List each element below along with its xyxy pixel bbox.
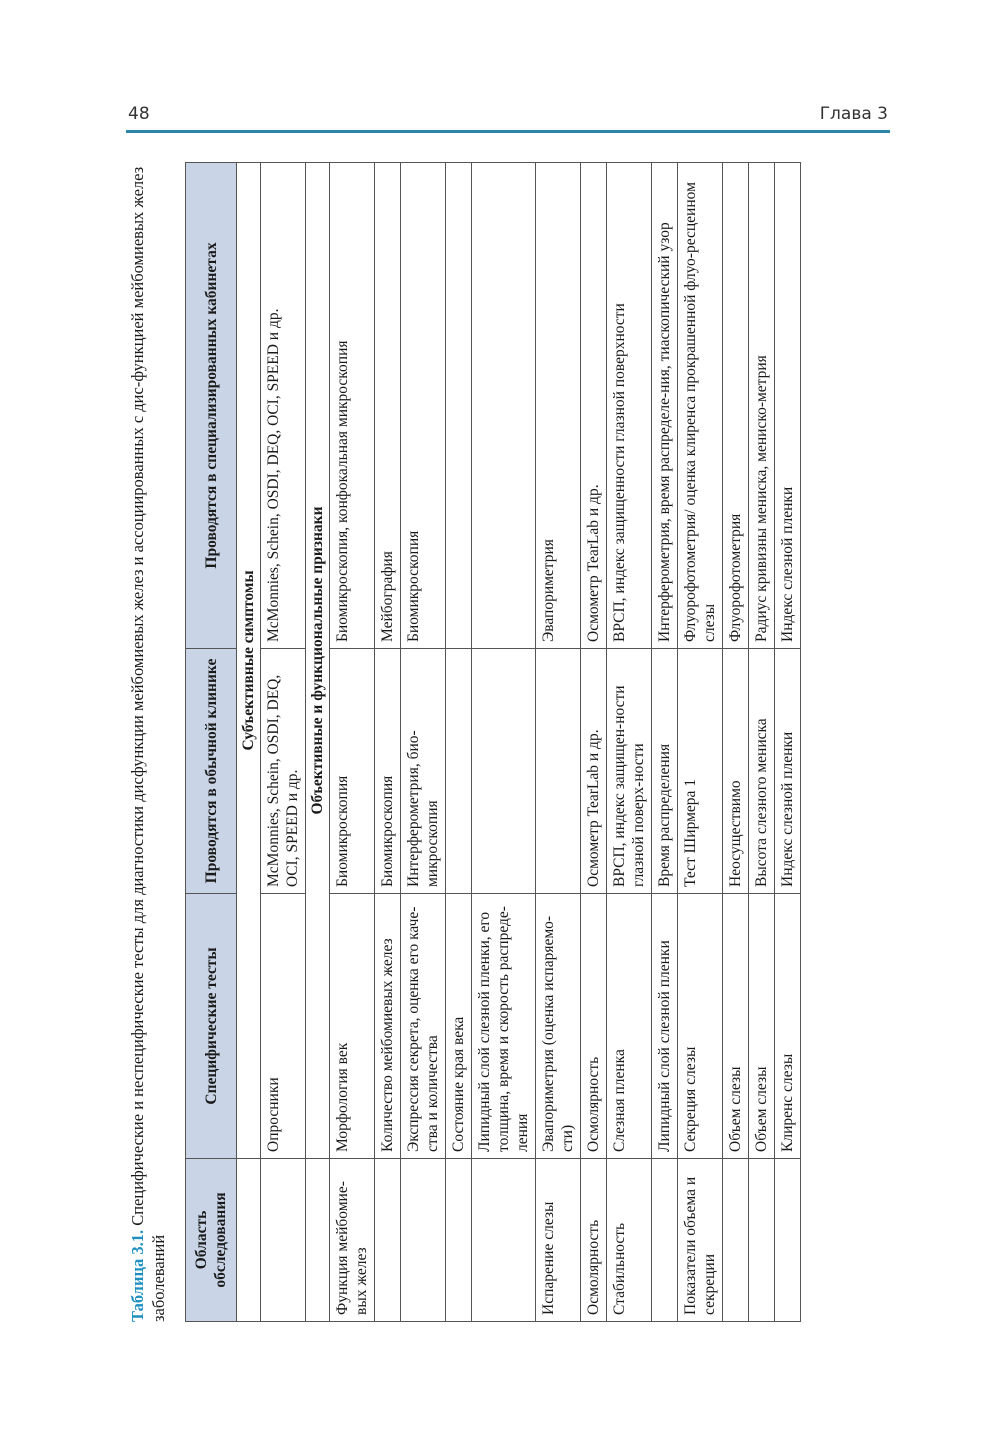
table-cell: Мейбография [375,163,401,649]
table-cell: ВРСП, индекс защищен-ности глазной поверх-ности [607,649,652,894]
table-cell [375,1159,401,1322]
table-cell [536,649,581,894]
table-cell: Флуорофотометрия/ оценка клиренса прокрашенной флуо-ресцеином слезы [678,163,723,649]
table-cell: Опросники [261,894,306,1159]
table-caption [127,162,169,1322]
caption-label: Таблица 3.1. [128,1229,147,1322]
table-cell: Липидный слой слезной пленки [652,894,678,1159]
column-header: Область обследования [186,1159,237,1322]
table-cell [652,1159,678,1322]
table-cell: Радиус кривизны мениска, мениско-метрия [749,163,775,649]
section-row [237,163,261,1322]
table-row [536,163,581,1322]
table-cell: McMonnies, Schein, OSDI, DEQ, OCI, SPEED и др. [261,163,306,649]
table-row [261,163,306,1322]
table-row [472,163,536,1322]
table-cell: Биомикроскопия [375,649,401,894]
table-cell: ВРСП, индекс защищенности глазной поверхности [607,163,652,649]
table-cell: Биомикроскопия [330,649,375,894]
table-cell: Интерферометрия, био-микроскопия [401,649,446,894]
table-row [401,163,446,1322]
table-row [775,163,801,1322]
table-cell: Объем слезы [723,894,749,1159]
table-cell: Состояние края века [446,894,472,1159]
table-cell: Эвапориметрия [536,163,581,649]
table-cell: Осмолярность [581,1159,607,1322]
section-title-objective: Объективные и функциональные признаки [306,163,330,1159]
table-row [652,163,678,1322]
table-cell [472,163,536,649]
table-cell: Осмолярность [581,894,607,1159]
table-cell: Эвапориметрия (оценка испаряемо-сти) [536,894,581,1159]
diagnostic-tests-table [185,162,801,1322]
table-cell: Липидный слой слезной пленки, его толщина, время и скорость распреде-ления [472,894,536,1159]
table-cell [775,1159,801,1322]
table-cell: Объем слезы [749,894,775,1159]
table-cell: Секреция слезы [678,894,723,1159]
table-cell: Высота слезного мениска [749,649,775,894]
column-header: Специфические тесты [186,894,237,1159]
table-cell: Индекс слезной пленки [775,163,801,649]
table-cell: Неосуществимо [723,649,749,894]
table-cell: Время распределения [652,649,678,894]
table-row [723,163,749,1322]
table-cell: Количество мейбомиевых желез [375,894,401,1159]
table-cell [261,1159,306,1322]
table-cell: Слезная пленка [607,894,652,1159]
table-row [330,163,375,1322]
page-number: 48 [128,104,150,124]
chapter-title: Глава 3 [819,104,888,124]
column-header: Проводятся в специализированных кабинетах [186,163,237,649]
table-cell: Биомикроскопия [401,163,446,649]
table-cell [446,163,472,649]
table-cell: Осмометр TearLab и др. [581,649,607,894]
table-row [375,163,401,1322]
table-row [581,163,607,1322]
table-row [607,163,652,1322]
table-row [446,163,472,1322]
table-cell: Испарение слезы [536,1159,581,1322]
table-cell [401,1159,446,1322]
header-rule [126,130,890,133]
table-cell: Клиренс слезы [775,894,801,1159]
table-row [678,163,723,1322]
table-cell: Функция мейбомие-вых желез [330,1159,375,1322]
table-cell: Тест Ширмера 1 [678,649,723,894]
table-cell [446,1159,472,1322]
table-cell: Индекс слезной пленки [775,649,801,894]
table-cell [472,649,536,894]
table-cell: Экспрессия секрета, оценка его каче-ства и количества [401,894,446,1159]
table-cell: Интерферометрия, время распределе-ния, тиаскопический узор [652,163,678,649]
table-cell: Биомикроскопия, конфокальная микроскопия [330,163,375,649]
caption-text: Специфические и неспецифические тесты для диагностики дисфункции мейбомиевых желез и ассоциированных с дис-функцией мейбомиевых желез заболеваний [128,166,168,1322]
table-cell [723,1159,749,1322]
table-cell [472,1159,536,1322]
rotated-content [127,162,897,1322]
section-title-subjective: Субъективные симптомы [237,163,261,1159]
table-cell: Осмометр TearLab и др. [581,163,607,649]
table-cell: Стабильность [607,1159,652,1322]
table-cell [749,1159,775,1322]
column-header: Проводятся в обычной клинике [186,649,237,894]
section-row [306,163,330,1322]
table-row [749,163,775,1322]
table-cell: McMonnies, Schein, OSDI, DEQ, OCI, SPEED и др. [261,649,306,894]
table-cell [446,649,472,894]
table-cell: Флуорофотометрия [723,163,749,649]
table-header-row [186,163,237,1322]
table-cell: Показатели объема и секреции [678,1159,723,1322]
table-cell: Морфология век [330,894,375,1159]
